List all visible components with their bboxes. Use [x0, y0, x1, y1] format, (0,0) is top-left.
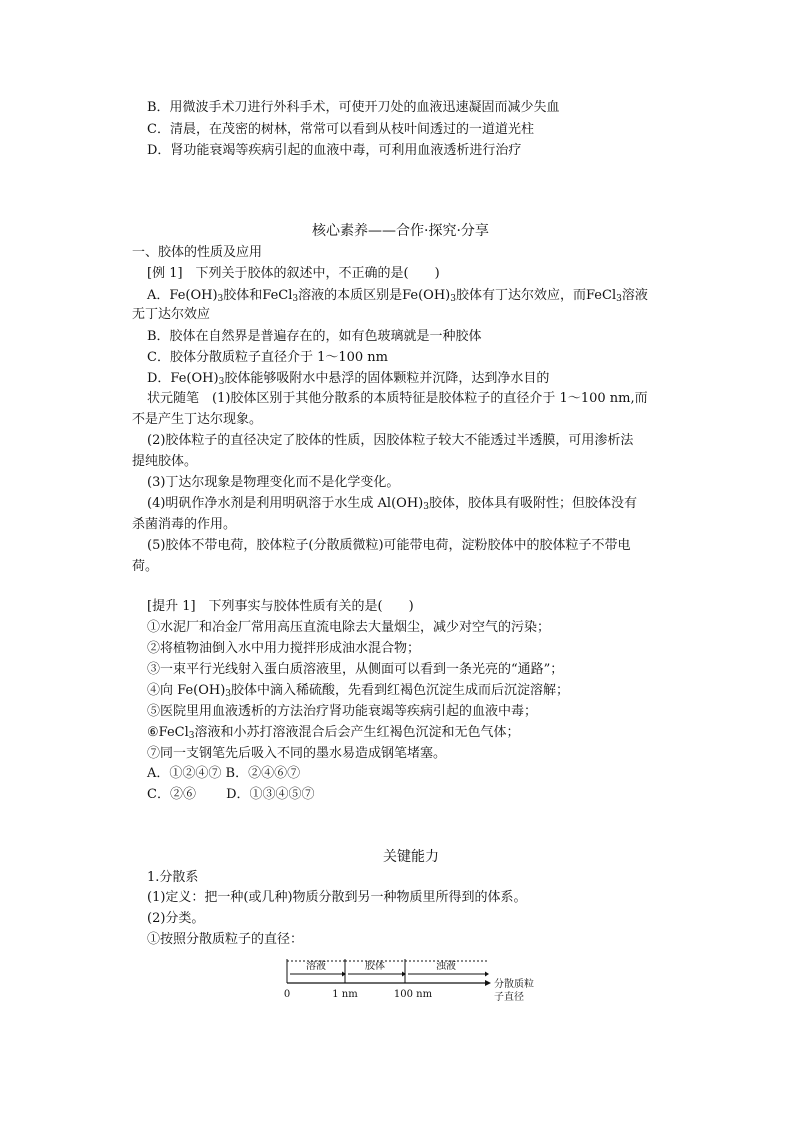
segment-label-solution: 溶液: [306, 961, 326, 972]
example-prompt: [例 1] 下列关于胶体的叙述中，不正确的是( ): [147, 266, 440, 281]
subsection-title: 一、胶体的性质及应用: [132, 245, 263, 260]
practice-prompt: [提升 1] 下列事实与胶体性质有关的是( ): [147, 599, 414, 614]
tick-label-0: 0: [283, 989, 291, 1000]
classification: (2)分类。: [147, 911, 205, 926]
note-5-line-2: 荷。: [132, 559, 159, 574]
option-d: D．肾功能衰竭等疾病引起的血液中毒，可利用血液透析进行治疗: [147, 143, 522, 158]
note-1-line-1: 状元随笔 (1)胶体区别于其他分散系的本质特征是胶体粒子的直径介于 1～100 nm,而: [147, 391, 648, 406]
option-c: C．清晨，在茂密的树林，常常可以看到从枝叶间透过的一道道光柱: [147, 122, 534, 137]
dispersion-diagram: [270, 955, 560, 1015]
tick-label-1nm: 1 nm: [332, 989, 358, 1000]
example-option-d: D．$Fe(OH)_3$胶体能够吸附水中悬浮的固体颗粒并沉降，达到净水目的: [147, 371, 550, 387]
practice-item-4: ④向 $Fe(OH)_3$胶体中滴入稀硫酸，先看到红褐色沉淀生成而后沉淀溶解；: [147, 683, 570, 699]
note-2-line-1: (2)胶体粒子的直径决定了胶体的性质，因胶体粒子较大不能透过半透膜，可用渗析法: [147, 433, 634, 448]
section-title-core: 核心素养——合作·探究·分享: [312, 223, 489, 239]
example-option-a-cont: 无丁达尔效应: [132, 307, 211, 322]
note-1-line-2: 不是产生丁达尔现象。: [132, 412, 263, 427]
example-option-b: B．胶体在自然界是普遍存在的，如有色玻璃就是一种胶体: [147, 329, 482, 344]
practice-item-5: ⑤医院里用血液透析的方法治疗肾功能衰竭等疾病引起的血液中毒；: [147, 704, 538, 719]
note-5-line-1: (5)胶体不带电荷，胶体粒子(分散质微粒)可能带电荷，淀粉胶体中的胶体粒子不带电: [147, 538, 631, 553]
practice-item-3: ③一束平行光线射入蛋白质溶液里，从侧面可以看到一条光亮的“通路”；: [147, 662, 564, 677]
axis-label-line-1: 分散质粒: [494, 979, 534, 990]
tick-label-100nm: 100 nm: [393, 989, 433, 1000]
dispersion-diagram-svg: [270, 955, 560, 1015]
note-4-line-1: (4)明矾作净水剂是利用明矾溶于水生成 $Al(OH)_3$胶体，胶体具有吸附性；但胶体没有: [147, 496, 637, 512]
note-3: (3)丁达尔现象是物理变化而不是化学变化。: [147, 475, 400, 490]
practice-item-1: ①水泥厂和冶金厂常用高压直流电除去大量烟尘，减少对空气的污染；: [147, 620, 551, 635]
axis-arrowhead: [485, 980, 491, 986]
practice-item-7: ⑦同一支钢笔先后吸入不同的墨水易造成钢笔堵塞。: [147, 746, 447, 761]
practice-options-ab: A．①②④⑦ B．②④⑥⑦: [147, 766, 301, 781]
practice-options-cd: C．②⑥ D．①③④⑤⑦: [147, 787, 315, 802]
segment-label-colloid: 胶体: [365, 961, 385, 972]
example-option-c: C．胶体分散质粒子直径介于 1～100 nm: [147, 350, 388, 365]
heading-dispersion: 1.分散系: [147, 870, 199, 885]
segment-arrowhead-3: [485, 972, 489, 977]
definition: (1)定义：把一种(或几种)物质分散到另一种物质里所得到的体系。: [147, 890, 527, 905]
section-title-key: 关键能力: [383, 849, 439, 865]
by-particle-size: ①按照分散质粒子的直径：: [147, 932, 304, 947]
example-option-a: A．$Fe(OH)_3$胶体和FeCl$_3$溶液的本质区别是$Fe(OH)_3$胶体有丁达尔效应，而FeCl$_3$溶液: [147, 288, 648, 304]
option-b: B．用微波手术刀进行外科手术，可使开刀处的血液迅速凝固而减少失血: [147, 100, 560, 115]
practice-item-6: ⑥FeCl$_3$溶液和小苏打溶液混合后会产生红褐色沉淀和无色气体；: [147, 725, 520, 741]
axis-label-line-2: 子直径: [494, 992, 524, 1003]
practice-item-2: ②将植物油倒入水中用力搅拌形成油水混合物；: [147, 641, 421, 656]
note-2-line-2: 提纯胶体。: [132, 454, 198, 469]
note-4-line-2: 杀菌消毒的作用。: [132, 517, 237, 532]
segment-label-suspension: 浊液: [436, 961, 456, 972]
